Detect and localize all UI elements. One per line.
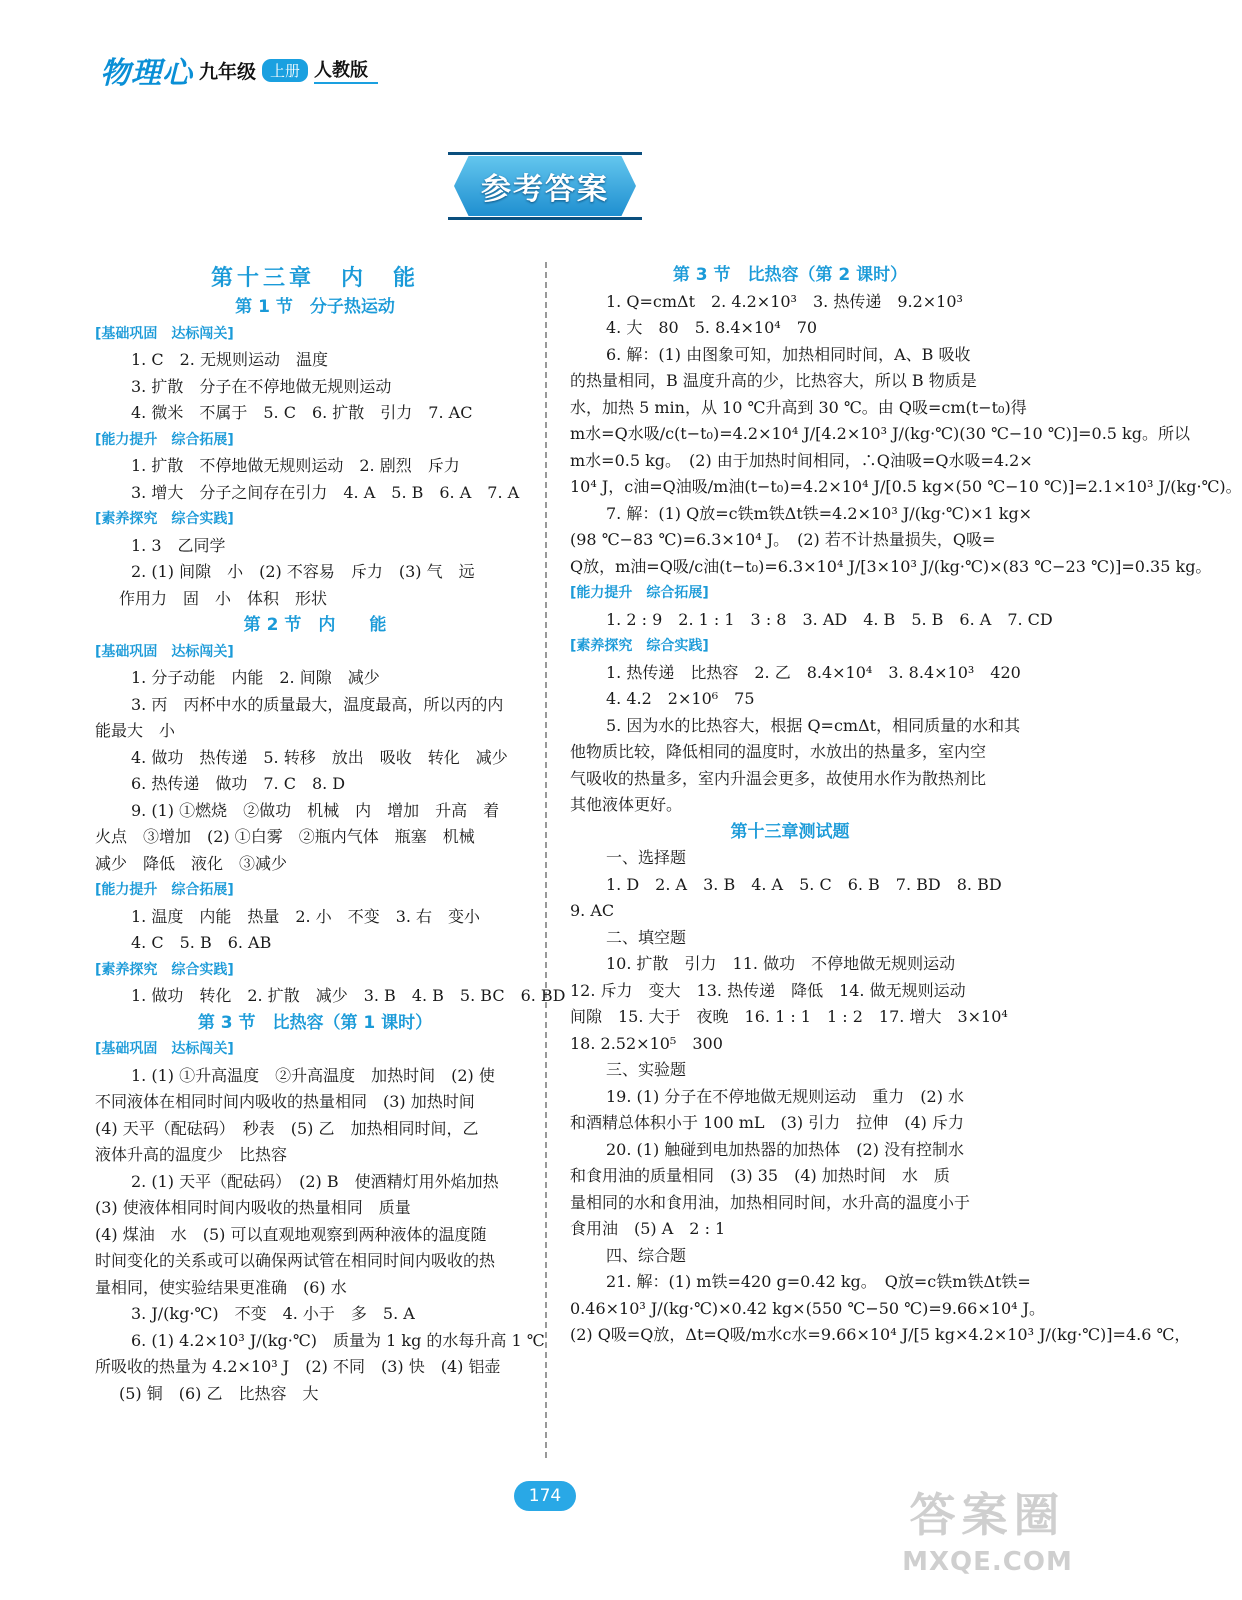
- answer-line: (4) 天平（配砝码） 秒表 (5) 乙 加热相同时间，乙: [95, 1118, 479, 1138]
- answer-line: 18. 2.52×10⁵ 300: [570, 1033, 723, 1053]
- answer-line: 减少 降低 液化 ③减少: [95, 853, 288, 873]
- column-divider: [545, 262, 547, 1458]
- answer-line: 4. 4.2 2×10⁶ 75: [606, 689, 755, 708]
- answer-line: 时间变化的关系或可以确保两试管在相同时间内吸收的热: [95, 1251, 496, 1270]
- answer-line: 6. (1) 4.2×10³ J/(kg·℃) 质量为 1 kg 的水每升高 1 ℃: [131, 1330, 545, 1350]
- answer-line: 7. 解：(1) Q放=c铁m铁Δt铁=4.2×10³ J/(kg·℃)×1 kg×: [606, 503, 1033, 523]
- answer-line: 3. J/(kg·℃) 不变 4. 小于 多 5. A: [131, 1304, 415, 1323]
- category-tag: [素养探究 综合实践]: [95, 961, 234, 978]
- answer-line: 1. D 2. A 3. B 4. A 5. C 6. B 7. BD 8. BD: [606, 874, 1002, 894]
- category-tag: [基础巩固 达标闯关]: [95, 1041, 234, 1057]
- section-heading: 第十三章测试题: [730, 821, 850, 842]
- brand-logo: 物理心: [100, 56, 193, 91]
- answer-line: 和食用油的质量相同 (3) 35 (4) 加热时间 水 质: [570, 1166, 950, 1185]
- category-tag: [素养探究 综合实践]: [95, 511, 234, 527]
- answer-line: 火点 ③增加 (2) ①白雾 ②瓶内气体 瓶塞 机械: [95, 827, 475, 846]
- chapter-heading: 第十三章 内 能: [210, 265, 419, 291]
- answer-line: 四、综合题: [606, 1245, 687, 1265]
- answer-line: 4. 做功 热传递 5. 转移 放出 吸收 转化 减少: [131, 747, 508, 767]
- answer-line: 9. AC: [570, 901, 615, 920]
- answer-line: 1. 扩散 不停地做无规则运动 2. 剧烈 斥力: [131, 456, 460, 475]
- answer-line: 19. (1) 分子在不停地做无规则运动 重力 (2) 水: [606, 1086, 965, 1106]
- answer-line: 1. (1) ①升高温度 ②升高温度 加热时间 (2) 使: [131, 1065, 495, 1085]
- category-tag: [基础巩固 达标闯关]: [95, 325, 234, 342]
- answer-line: 气吸收的热量多，室内升温会更多，故使用水作为散热剂比: [570, 768, 987, 788]
- answer-line: 不同液体在相同时间内吸收的热量相同 (3) 加热时间: [95, 1092, 475, 1111]
- banner-title: 参考答案: [481, 172, 609, 207]
- answer-line: m水=Q水吸/c(t−t₀)=4.2×10⁴ J/[4.2×10³ J/(kg·℃)(30 ℃−10 ℃)]=0.5 kg。所以: [570, 424, 1190, 443]
- answer-line: 作用力 固 小 体积 形状: [119, 588, 328, 608]
- answer-line: 三、实验题: [606, 1060, 687, 1079]
- watermark-logo: [900, 1485, 1075, 1593]
- answer-line: 间隙 15. 大于 夜晚 16. 1 : 1 1 : 2 17. 增大 3×10⁴: [570, 1007, 1008, 1026]
- answer-line: 6. 热传递 做功 7. C 8. D: [131, 774, 346, 793]
- category-tag: [能力提升 综合拓展]: [95, 431, 234, 448]
- category-tag: [基础巩固 达标闯关]: [95, 643, 234, 660]
- answer-line: 12. 斥力 变大 13. 热传递 降低 14. 做无规则运动: [570, 980, 966, 1000]
- answer-line: 3. 增大 分子之间存在引力 4. A 5. B 6. A 7. A: [131, 482, 520, 502]
- answer-line: 他物质比较，降低相同的温度时，水放出的热量多，室内空: [570, 742, 987, 761]
- answer-line: 1. 做功 转化 2. 扩散 减少 3. B 4. B 5. BC 6. BD: [131, 986, 566, 1005]
- answer-line: 1. 分子动能 内能 2. 间隙 减少: [131, 668, 380, 687]
- book-header: [100, 52, 378, 91]
- answer-line: 其他液体更好。: [570, 795, 683, 814]
- answer-line: 所吸收的热量为 4.2×10³ J (2) 不同 (3) 快 (4) 铝壶: [95, 1357, 501, 1376]
- answer-line: 3. 扩散 分子在不停地做无规则运动: [131, 376, 392, 396]
- answer-line: 的热量相同，B 温度升高的少，比热容大，所以 B 物质是: [570, 371, 977, 390]
- answer-line: 1. Q=cmΔt 2. 4.2×10³ 3. 热传递 9.2×10³: [606, 291, 963, 311]
- answer-line: 一、选择题: [606, 848, 687, 867]
- answer-line: 20. (1) 触碰到电加热器的加热体 (2) 没有控制水: [606, 1139, 965, 1159]
- answer-line: 4. 大 80 5. 8.4×10⁴ 70: [606, 318, 818, 337]
- category-tag: [素养探究 综合实践]: [570, 638, 709, 654]
- answer-line: 4. C 5. B 6. AB: [131, 933, 272, 952]
- answer-line: (2) Q吸=Q放，Δt=Q吸/m水c水=9.66×10⁴ J/[5 kg×4.2×10³ J/(kg·℃)]=4.6 ℃，: [570, 1325, 1191, 1344]
- answer-line: 10. 扩散 引力 11. 做功 不停地做无规则运动: [606, 954, 956, 973]
- answer-line: 1. 3 乙同学: [131, 535, 226, 555]
- right-column: [570, 262, 1242, 1349]
- section-heading: 第 3 节 比热容（第 1 课时）: [197, 1012, 433, 1033]
- category-tag: [能力提升 综合拓展]: [95, 882, 234, 898]
- answer-line: 2. (1) 间隙 小 (2) 不容易 斥力 (3) 气 远: [131, 562, 475, 581]
- answer-line: (3) 使液体相同时间内吸收的热量相同 质量: [95, 1198, 411, 1217]
- grade-label: 九年级: [199, 60, 257, 83]
- answer-line: 量相同，使实验结果更准确 (6) 水: [95, 1277, 347, 1297]
- answer-line: (4) 煤油 水 (5) 可以直观地观察到两种液体的温度随: [95, 1224, 487, 1244]
- page-number: 174: [514, 1481, 576, 1511]
- answer-line: 1. 温度 内能 热量 2. 小 不变 3. 右 变小: [131, 906, 481, 926]
- edition-label: 人教版: [314, 56, 378, 84]
- answer-line: 5. 因为水的比热容大，根据 Q=cmΔt，相同质量的水和其: [606, 715, 1021, 735]
- watermark-url: MXQE.COM: [902, 1547, 1073, 1577]
- answer-line: 水，加热 5 min，从 10 ℃升高到 30 ℃。由 Q吸=cm(t−t₀)得: [570, 397, 1027, 417]
- answer-line: 10⁴ J，c油=Q油吸/m油(t−t₀)=4.2×10⁴ J/[0.5 kg×(50 ℃−10 ℃)]=2.1×10³ J/(kg·℃)。: [570, 477, 1242, 496]
- answer-line: 1. 热传递 比热容 2. 乙 8.4×10⁴ 3. 8.4×10³ 420: [606, 662, 1021, 682]
- answer-line: m水=0.5 kg。 (2) 由于加热时间相同，∴Q油吸=Q水吸=4.2×: [570, 450, 1033, 470]
- answer-line: Q放，m油=Q吸/c油(t−t₀)=6.3×10⁴ J/[3×10³ J/(kg·℃)×(83 ℃−23 ℃)]=0.35 kg。: [570, 556, 1212, 576]
- answer-line: 量相同的水和食用油，加热相同时间，水升高的温度小于: [570, 1192, 971, 1212]
- answer-line: 6. 解：(1) 由图象可知，加热相同时间，A、B 吸收: [606, 344, 971, 364]
- section-heading: 第 2 节 内 能: [243, 615, 387, 635]
- volume-badge: 上册: [262, 59, 308, 82]
- answer-line: 二、填空题: [606, 927, 687, 947]
- answer-line: 2. (1) 天平（配砝码） (2) B 使酒精灯用外焰加热: [131, 1171, 499, 1191]
- answer-line: 9. (1) ①燃烧 ②做功 机械 内 增加 升高 着: [131, 800, 500, 820]
- category-tag: [能力提升 综合拓展]: [570, 585, 709, 601]
- watermark-text: 答案圈: [909, 1488, 1066, 1542]
- answer-line: 0.46×10³ J/(kg·℃)×0.42 kg×(550 ℃−50 ℃)=9.66×10⁴ J。: [570, 1298, 1046, 1318]
- answer-line: (98 ℃−83 ℃)=6.3×10⁴ J。 (2) 若不计热量损失，Q吸=: [570, 530, 996, 549]
- answer-line: 和酒精总体积小于 100 mL (3) 引力 拉伸 (4) 斥力: [570, 1113, 965, 1132]
- answer-line: 能最大 小: [95, 721, 176, 740]
- answer-line: 1. 2 : 9 2. 1 : 1 3 : 8 3. AD 4. B 5. B 6. A 7. CD: [606, 609, 1053, 629]
- answer-line: (5) 铜 (6) 乙 比热容 大: [119, 1383, 319, 1403]
- answer-line: 液体升高的温度少 比热容: [95, 1145, 288, 1164]
- section-heading: 第 3 节 比热容（第 2 课时）: [672, 265, 908, 285]
- answer-line: 1. C 2. 无规则运动 温度: [131, 350, 328, 369]
- answer-line: 21. 解：(1) m铁=420 g=0.42 kg。 Q放=c铁m铁Δt铁=: [606, 1272, 1031, 1291]
- answer-line: 3. 丙 丙杯中水的质量最大，温度最高，所以丙的内: [131, 694, 504, 714]
- answer-line: 4. 微米 不属于 5. C 6. 扩散 引力 7. AC: [131, 403, 473, 422]
- answer-line: 食用油 (5) A 2 : 1: [570, 1219, 726, 1238]
- answer-banner: [454, 156, 636, 216]
- left-column: [95, 262, 566, 1407]
- section-heading: 第 1 节 分子热运动: [235, 297, 395, 317]
